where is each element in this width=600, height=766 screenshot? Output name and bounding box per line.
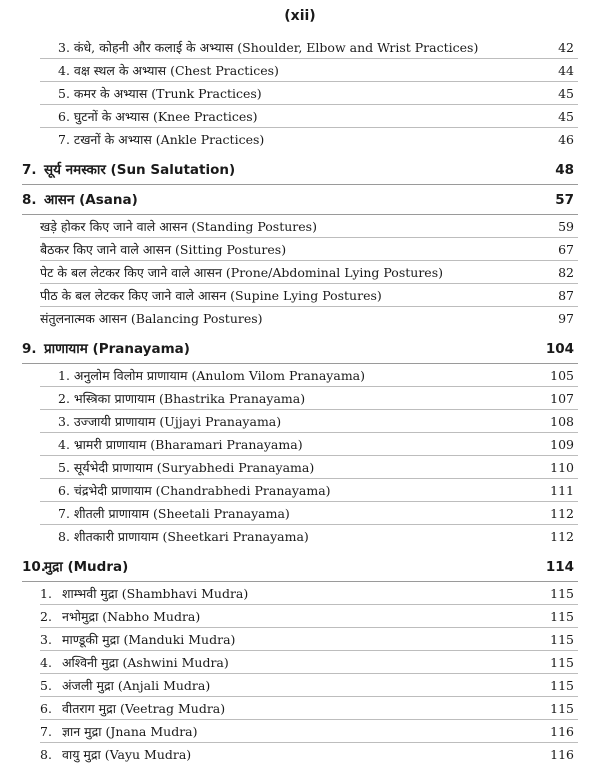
toc-entry[interactable]	[0, 502, 600, 525]
section-heading-pranayama[interactable]	[0, 334, 600, 364]
toc-entry-label: पेट के बल लेटकर किए जाने वाले आसन (Prone/Abdominal Lying Postures)	[40, 265, 443, 280]
toc-entry[interactable]	[0, 697, 600, 720]
toc-entry-label: 3. उज्जायी प्राणायाम (Ujjayi Pranayama)	[58, 414, 282, 429]
section-title: सूर्य नमस्कार (Sun Salutation)	[44, 162, 236, 178]
toc-entry-page: 97	[558, 311, 574, 326]
toc-entry-number: 7.	[40, 724, 52, 739]
toc-entry[interactable]	[0, 215, 600, 238]
toc-entry-label: 3. कंधे, कोहनी और कलाई के अभ्यास (Shoulder, Elbow and Wrist Practices)	[58, 40, 479, 55]
toc-entry[interactable]	[0, 628, 600, 651]
toc-entry-label: शाम्भवी मुद्रा (Shambhavi Mudra)	[62, 586, 249, 601]
toc-entry-page: 46	[558, 132, 574, 147]
toc-entry-page: 109	[550, 437, 574, 452]
toc-entry[interactable]	[0, 387, 600, 410]
toc-entry-label: 4. भ्रामरी प्राणायाम (Bharamari Pranayama)	[58, 437, 303, 452]
toc-entry[interactable]	[0, 364, 600, 387]
toc-entry[interactable]	[0, 410, 600, 433]
toc-entry-label: 1. अनुलोम विलोम प्राणायाम (Anulom Vilom Pranayama)	[58, 368, 366, 383]
toc-entry-label: वायु मुद्रा (Vayu Mudra)	[62, 747, 192, 762]
section-page: 48	[555, 162, 574, 178]
toc-entry-page: 42	[558, 40, 574, 55]
section-page: 104	[545, 341, 574, 357]
table-of-contents	[0, 36, 600, 766]
toc-entry[interactable]	[0, 36, 600, 59]
toc-entry-page: 115	[550, 701, 574, 716]
toc-entry-page: 115	[550, 678, 574, 693]
toc-entry[interactable]	[0, 307, 600, 330]
toc-entry-page: 115	[550, 632, 574, 647]
toc-entry[interactable]	[0, 456, 600, 479]
toc-entry[interactable]	[0, 284, 600, 307]
section-heading-mudra[interactable]	[0, 552, 600, 582]
toc-entry-label: ज्ञान मुद्रा (Jnana Mudra)	[62, 724, 198, 739]
section-title: मुद्रा (Mudra)	[44, 559, 129, 575]
section-title: प्राणायाम (Pranayama)	[44, 341, 190, 357]
toc-entry[interactable]	[0, 238, 600, 261]
toc-entry-page: 45	[558, 109, 574, 124]
page-number: (xii)	[284, 8, 316, 24]
toc-entry-page: 111	[550, 483, 574, 498]
toc-entry-label: वीतराग मुद्रा (Veetrag Mudra)	[62, 701, 226, 716]
toc-entry-number: 6.	[40, 701, 52, 716]
toc-entry-page: 45	[558, 86, 574, 101]
toc-entry-page: 116	[550, 724, 574, 739]
toc-entry-label: 7. टखनों के अभ्यास (Ankle Practices)	[58, 132, 265, 147]
section-number: 9.	[22, 341, 37, 357]
toc-entry-number: 3.	[40, 632, 52, 647]
toc-entry-page: 116	[550, 747, 574, 762]
toc-entry-number: 2.	[40, 609, 52, 624]
toc-entry[interactable]	[0, 59, 600, 82]
toc-entry-number: 4.	[40, 655, 52, 670]
toc-entry-number: 5.	[40, 678, 52, 693]
section-number: 8.	[22, 192, 37, 208]
toc-entry-page: 112	[550, 529, 574, 544]
toc-entry[interactable]	[0, 105, 600, 128]
toc-entry-label: 8. शीतकारी प्राणायाम (Sheetkari Pranayama)	[58, 529, 309, 544]
toc-entry[interactable]	[0, 651, 600, 674]
toc-entry[interactable]	[0, 525, 600, 548]
toc-entry-label: नभोमुद्रा (Nabho Mudra)	[62, 609, 201, 624]
toc-entry-label: 4. वक्ष स्थल के अभ्यास (Chest Practices)	[58, 63, 279, 78]
toc-entry[interactable]	[0, 433, 600, 456]
toc-entry-page: 82	[558, 265, 574, 280]
toc-entry-label: संतुलनात्मक आसन (Balancing Postures)	[40, 311, 263, 326]
toc-entry-label: 5. सूर्यभेदी प्राणायाम (Suryabhedi Pranayama)	[58, 460, 315, 475]
section-heading-asana[interactable]	[0, 185, 600, 215]
section-number: 10.	[22, 559, 46, 575]
toc-entry-label: माण्डूकी मुद्रा (Manduki Mudra)	[62, 632, 236, 647]
toc-entry-page: 44	[558, 63, 574, 78]
toc-entry-label: पीठ के बल लेटकर किए जाने वाले आसन (Supine Lying Postures)	[40, 288, 382, 303]
section-heading-sun-salutation[interactable]	[0, 155, 600, 185]
toc-entry[interactable]	[0, 582, 600, 605]
toc-entry-label: 6. घुटनों के अभ्यास (Knee Practices)	[58, 109, 258, 124]
toc-entry-page: 112	[550, 506, 574, 521]
toc-entry-page: 108	[550, 414, 574, 429]
toc-entry[interactable]	[0, 720, 600, 743]
toc-entry-label: बैठकर किए जाने वाले आसन (Sitting Postures)	[40, 242, 287, 257]
toc-entry-label: 5. कमर के अभ्यास (Trunk Practices)	[58, 86, 262, 101]
toc-entry-page: 115	[550, 586, 574, 601]
toc-entry-page: 107	[550, 391, 574, 406]
toc-entry[interactable]	[0, 674, 600, 697]
toc-entry-number: 1.	[40, 586, 52, 601]
toc-entry-page: 110	[550, 460, 574, 475]
toc-entry-label: अश्विनी मुद्रा (Ashwini Mudra)	[62, 655, 229, 670]
toc-entry-label: 2. भस्त्रिका प्राणायाम (Bhastrika Pranayama)	[58, 391, 306, 406]
toc-entry-label: अंजली मुद्रा (Anjali Mudra)	[62, 678, 211, 693]
toc-entry-page: 67	[558, 242, 574, 257]
toc-entry-page: 105	[550, 368, 574, 383]
toc-entry-page: 115	[550, 609, 574, 624]
section-page: 57	[555, 192, 574, 208]
toc-entry[interactable]	[0, 128, 600, 151]
section-page: 114	[545, 559, 574, 575]
toc-entry-page: 59	[558, 219, 574, 234]
toc-entry[interactable]	[0, 261, 600, 284]
toc-entry-number: 8.	[40, 747, 52, 762]
toc-entry-label: 7. शीतली प्राणायाम (Sheetali Pranayama)	[58, 506, 290, 521]
toc-entry-page: 87	[558, 288, 574, 303]
toc-entry[interactable]	[0, 479, 600, 502]
toc-entry-page: 115	[550, 655, 574, 670]
toc-entry[interactable]	[0, 743, 600, 766]
toc-entry[interactable]	[0, 605, 600, 628]
toc-entry-label: 6. चंद्रभेदी प्राणायाम (Chandrabhedi Pranayama)	[58, 483, 331, 498]
toc-entry-label: खड़े होकर किए जाने वाले आसन (Standing Postures)	[40, 219, 317, 234]
section-number: 7.	[22, 162, 37, 178]
toc-entry[interactable]	[0, 82, 600, 105]
section-title: आसन (Asana)	[44, 192, 138, 208]
